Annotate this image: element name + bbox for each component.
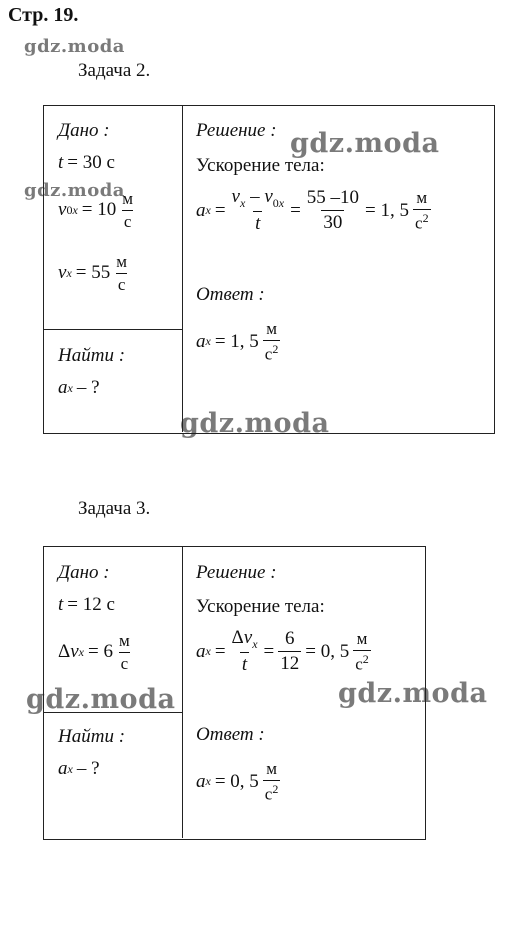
given-label: Дано : (58, 562, 110, 583)
table-divider (43, 712, 182, 713)
given-final-velocity: v x = 55 $\frac{м}{с}$ (58, 252, 127, 294)
watermark: gdz.moda (290, 128, 440, 159)
answer-value: a x = 0, 5 $\frac{м}{с^2}$ (196, 759, 279, 804)
given-time: t = 12 с (58, 594, 115, 615)
given-label: Дано : (58, 120, 110, 141)
watermark: gdz.moda (24, 36, 125, 57)
table-divider (182, 546, 183, 838)
solution-text: Ускорение тела: (196, 155, 325, 176)
answer-label: Ответ : (196, 284, 265, 305)
answer-value: a x = 1, 5 $\frac{м}{с^2}$ (196, 319, 279, 364)
find-acceleration: a x – ? (58, 758, 100, 779)
problem-2-title: Задача 2. (78, 60, 151, 81)
solution-text: Ускорение тела: (196, 596, 325, 617)
given-velocity-change: Δ v x = 6 $\frac{м}{с}$ (58, 631, 130, 673)
watermark: gdz.moda (180, 408, 330, 439)
table-divider (43, 329, 182, 330)
acceleration-formula: a x = $\frac{\Delta v_x}{t}$ = $\frac{6}{12}$ = 0, 5 $\frac{м}{с^2}$ (196, 627, 369, 676)
page-number: Стр. 19. (8, 4, 79, 26)
given-initial-velocity: v 0x = 10 $\frac{м}{с}$ (58, 189, 133, 231)
watermark: gdz.moda (24, 180, 125, 201)
find-acceleration: a x – ? (58, 377, 100, 398)
acceleration-formula: a x = $\frac{v_x - v_{0x}}{t}$ = $\frac{55 -10}{30}$ = 1, 5 $\frac{м}{с^2}$ (196, 186, 429, 235)
table-divider (182, 105, 183, 432)
solution-label: Решение : (196, 120, 277, 141)
watermark: gdz.moda (338, 678, 488, 709)
find-label: Найти : (58, 726, 126, 747)
problem-3-title: Задача 3. (78, 498, 151, 519)
solution-label: Решение : (196, 562, 277, 583)
answer-label: Ответ : (196, 724, 265, 745)
given-time: t = 30 с (58, 152, 115, 173)
find-label: Найти : (58, 345, 126, 366)
watermark: gdz.moda (26, 684, 176, 715)
